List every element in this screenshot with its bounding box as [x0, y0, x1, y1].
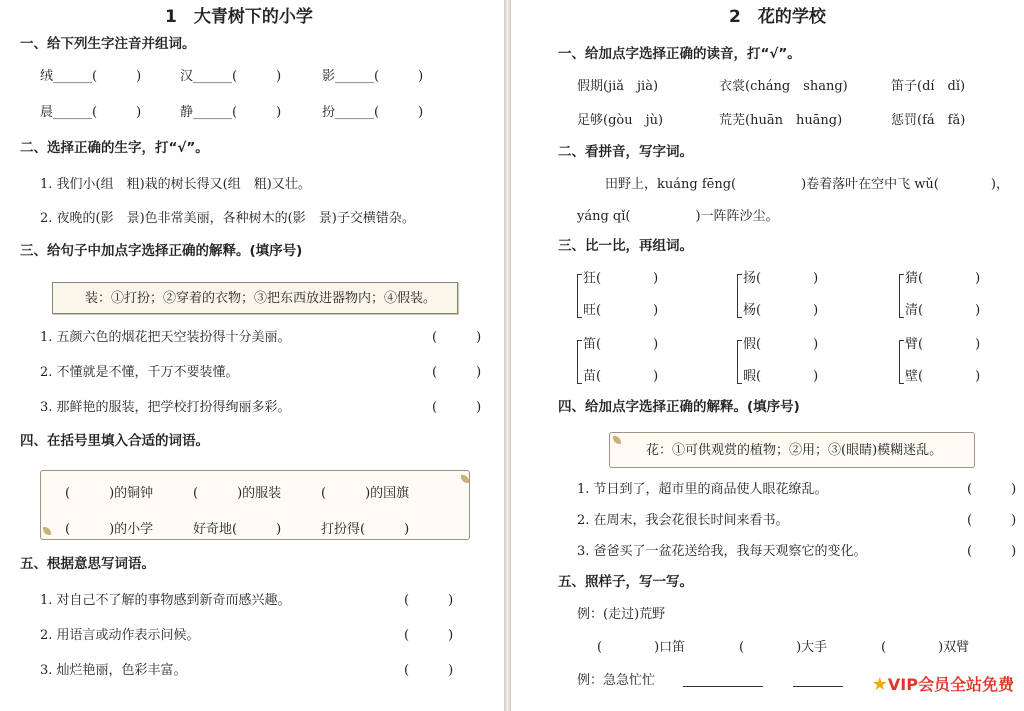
fill-item: 好奇地( ) — [193, 522, 282, 537]
watermark-text: VIP会员全站免费 — [887, 675, 1014, 694]
leaf-icon — [461, 475, 469, 483]
compare-item: 臂( ) — [905, 337, 981, 352]
compare-item: 清( ) — [905, 303, 981, 318]
pinyin-item: 绒______( ) — [40, 69, 142, 84]
compare-item: 暇( ) — [743, 369, 819, 384]
brace — [737, 274, 742, 318]
left-page — [0, 0, 504, 711]
example-text: 例：急急忙忙 — [577, 673, 656, 688]
brace — [737, 340, 742, 384]
answer-line — [793, 686, 843, 687]
section-heading: 二、看拼音，写字词。 — [558, 144, 693, 160]
pinyin-item: 影______( ) — [322, 69, 424, 84]
pinyin-item: 扮______( ) — [322, 105, 424, 120]
section-heading: 三、比一比，再组词。 — [558, 238, 693, 254]
pinyin-choice: 笛子(dí dǐ) — [891, 79, 966, 94]
answer-parens: ( ) — [404, 593, 454, 608]
compare-item: 扬( ) — [743, 271, 819, 286]
compare-item: 苗( ) — [583, 369, 659, 384]
section-heading: 四、给加点字选择正确的解释。(填序号) — [558, 399, 800, 415]
brace — [899, 274, 904, 318]
pinyin-item: 汉______( ) — [180, 69, 282, 84]
compare-item: 假( ) — [743, 337, 819, 352]
question-item: 1. 五颜六色的烟花把天空装扮得十分美丽。 — [40, 330, 291, 345]
question-item: 2. 用语言或动作表示问候。 — [40, 628, 200, 643]
pinyin-choice: 衣裳(cháng shang) — [719, 79, 848, 94]
answer-line — [683, 686, 763, 687]
section-heading: 五、根据意思写词语。 — [20, 556, 155, 572]
answer-parens: ( ) — [404, 628, 454, 643]
fill-item: ( )的小学 — [65, 522, 154, 537]
fill-item: ( )的服装 — [193, 486, 282, 501]
question-item: 1. 节日到了，超市里的商品使人眼花缭乱。 — [577, 482, 828, 497]
answer-parens: ( ) — [967, 513, 1017, 528]
section-heading: 四、在括号里填入合适的词语。 — [20, 433, 209, 449]
fill-item: ( )口笛 — [597, 640, 686, 655]
pinyin-choice: 荒芜(huān huāng) — [719, 113, 843, 128]
page-title: 1 大青树下的小学 — [165, 7, 313, 27]
definition-scroll — [52, 282, 458, 314]
pinyin-sentence: 田野上，kuáng fēng( )卷着落叶在空中飞 wǔ( )， — [605, 177, 1009, 192]
brace — [899, 340, 904, 384]
section-heading: 二、选择正确的生字，打“√”。 — [20, 140, 209, 156]
compare-item: 猜( ) — [905, 271, 981, 286]
section-heading: 一、给下列生字注音并组词。 — [20, 36, 196, 52]
question-item: 3. 灿烂艳丽，色彩丰富。 — [40, 663, 187, 678]
pinyin-item: 晨______( ) — [40, 105, 142, 120]
page-title: 2 花的学校 — [729, 7, 826, 27]
fill-item: ( )的国旗 — [321, 486, 410, 501]
question-item: 2. 夜晚的(影 景)色非常美丽，各种树木的(影 景)子交横错杂。 — [40, 211, 415, 226]
definition-note — [609, 432, 975, 468]
section-heading: 一、给加点字选择正确的读音，打“√”。 — [558, 46, 801, 62]
example-text: 例：(走过)荒野 — [577, 607, 666, 622]
answer-parens: ( ) — [404, 663, 454, 678]
question-item: 3. 那鲜艳的服装，把学校打扮得绚丽多彩。 — [40, 400, 291, 415]
vip-watermark[interactable] — [868, 670, 1018, 697]
question-item: 1. 对自己不了解的事物感到新奇而感兴趣。 — [40, 593, 291, 608]
answer-parens: ( ) — [967, 544, 1017, 559]
section-heading: 三、给句子中加点字选择正确的解释。(填序号) — [20, 243, 303, 259]
leaf-icon — [613, 436, 621, 444]
definition-text: 花：①可供观赏的植物；②用；③(眼睛)模糊迷乱。 — [646, 443, 943, 458]
definition-text: 装：①打扮；②穿着的衣物；③把东西放进器物内；④假装。 — [85, 291, 437, 306]
answer-parens: ( ) — [967, 482, 1017, 497]
compare-item: 杨( ) — [743, 303, 819, 318]
book-spine — [504, 0, 511, 711]
compare-item: 旺( ) — [583, 303, 659, 318]
compare-item: 狂( ) — [583, 271, 659, 286]
section-heading: 五、照样子，写一写。 — [558, 574, 693, 590]
question-item: 1. 我们小(组 粗)栽的树长得又(组 粗)又壮。 — [40, 177, 311, 192]
fill-in-box — [40, 470, 470, 540]
leaf-icon — [43, 527, 51, 535]
compare-item: 壁( ) — [905, 369, 981, 384]
right-page — [511, 0, 1024, 711]
fill-item: 打扮得( ) — [321, 522, 410, 537]
pinyin-item: 静______( ) — [180, 105, 282, 120]
pinyin-choice: 惩罚(fá fǎ) — [891, 113, 966, 128]
fill-item: ( )的铜钟 — [65, 486, 154, 501]
question-item: 3. 爸爸买了一盆花送给我，我每天观察它的变化。 — [577, 544, 867, 559]
pinyin-choice: 假期(jiǎ jià) — [577, 79, 659, 94]
fill-item: ( )大手 — [739, 640, 828, 655]
brace — [577, 340, 582, 384]
answer-parens: ( ) — [432, 330, 482, 345]
pinyin-choice: 足够(gòu jù) — [577, 113, 664, 128]
star-icon: ★ — [871, 674, 888, 695]
fill-item: ( )双臂 — [881, 640, 970, 655]
question-item: 2. 不懂就是不懂，千万不要装懂。 — [40, 365, 239, 380]
answer-parens: ( ) — [432, 400, 482, 415]
compare-item: 笛( ) — [583, 337, 659, 352]
pinyin-sentence: yáng qǐ( )一阵阵沙尘。 — [577, 209, 779, 224]
brace — [577, 274, 582, 318]
answer-parens: ( ) — [432, 365, 482, 380]
question-item: 2. 在周末，我会花很长时间来看书。 — [577, 513, 789, 528]
